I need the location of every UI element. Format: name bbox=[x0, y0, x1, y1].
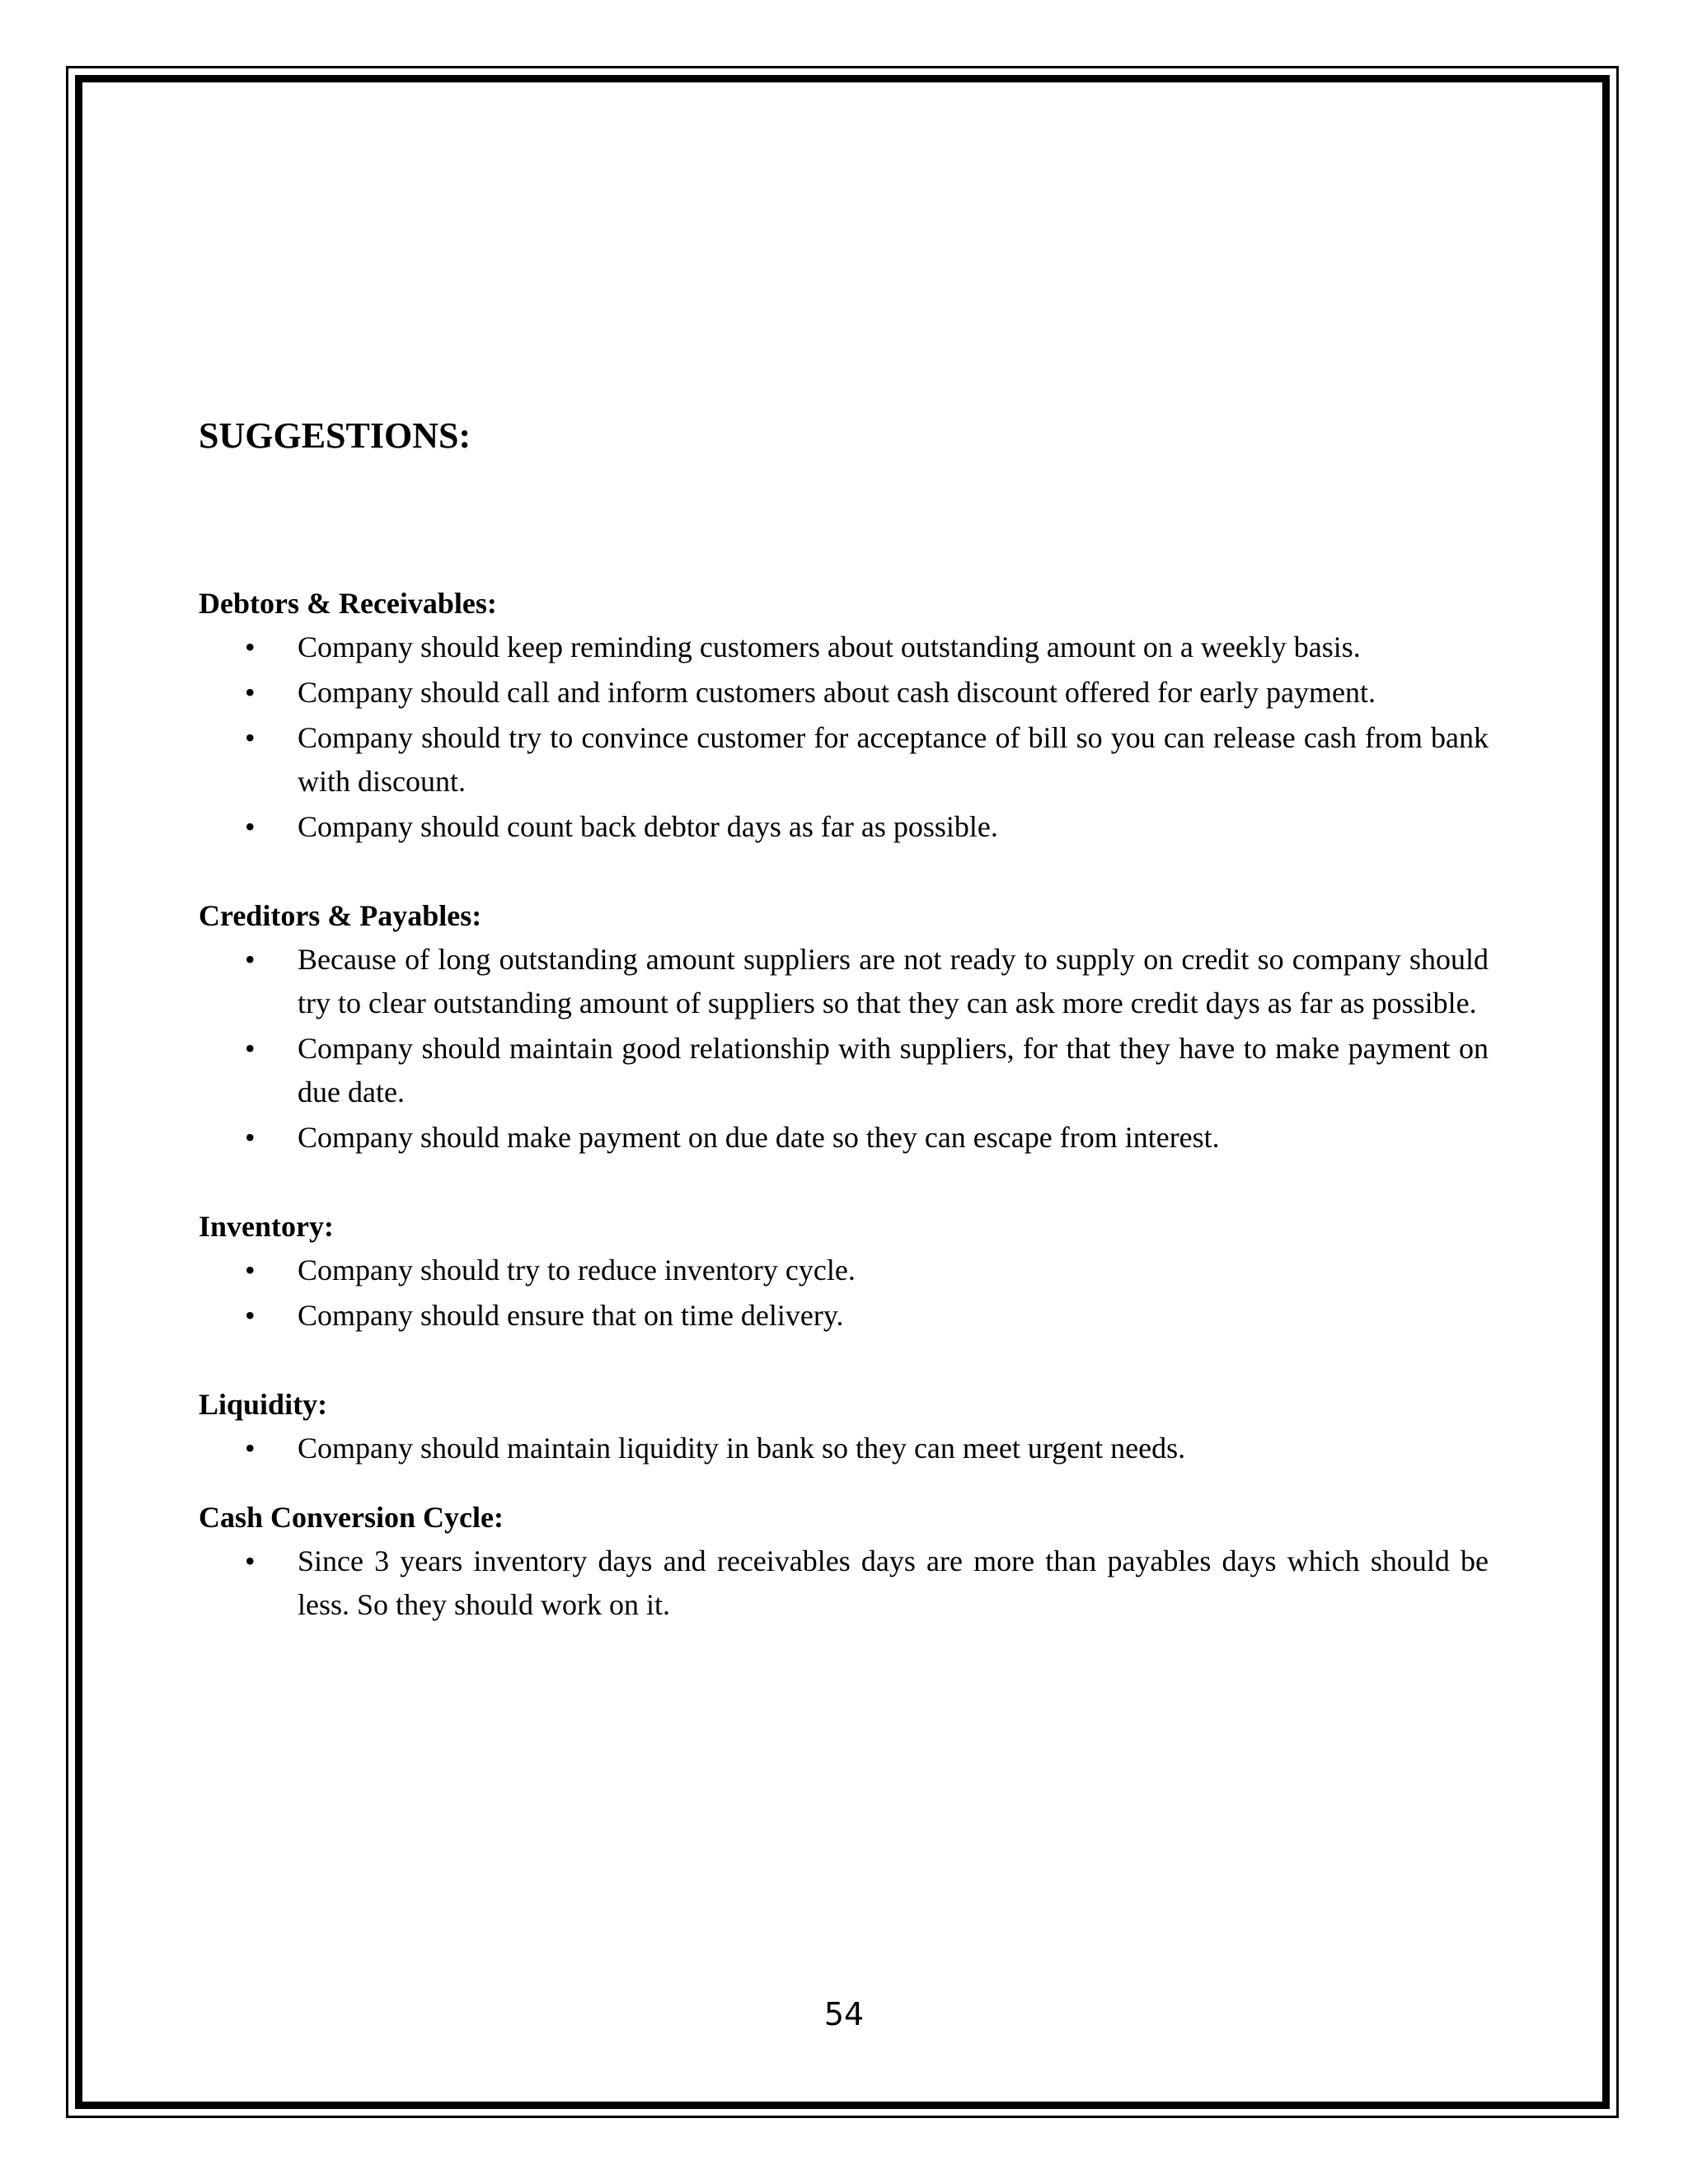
bullet-icon: • bbox=[245, 676, 256, 709]
list-item bbox=[199, 938, 1489, 1025]
list-item-text: Company should make payment on due date so they can escape from interest. bbox=[298, 1121, 1220, 1154]
list-item bbox=[199, 1249, 1489, 1292]
list-item-text: Company should try to reduce inventory cycle. bbox=[298, 1254, 856, 1286]
bullet-list bbox=[199, 626, 1489, 849]
bullet-icon: • bbox=[245, 721, 256, 754]
section-creditors-payables bbox=[199, 893, 1489, 1160]
list-item-text: Company should maintain good relationship with suppliers, for that they have to make payment on due date. bbox=[298, 1032, 1489, 1108]
section-debtors-receivables bbox=[199, 581, 1489, 849]
list-item bbox=[199, 1116, 1489, 1160]
section-heading: Inventory: bbox=[199, 1210, 334, 1243]
section-heading: Cash Conversion Cycle: bbox=[199, 1501, 504, 1534]
list-item bbox=[199, 1027, 1489, 1114]
section-heading: Liquidity: bbox=[199, 1388, 328, 1421]
list-item-text: Because of long outstanding amount suppliers are not ready to supply on credit so company should try to clear outstanding amount of suppliers so that they can ask more credit days as far as possible. bbox=[298, 943, 1489, 1019]
section-heading: Debtors & Receivables: bbox=[199, 587, 497, 620]
bullet-icon: • bbox=[245, 1032, 256, 1065]
list-item bbox=[199, 1540, 1489, 1627]
bullet-icon: • bbox=[245, 1432, 256, 1465]
list-item-text: Company should keep reminding customers about outstanding amount on a weekly basis. bbox=[298, 630, 1361, 663]
list-item-text: Company should maintain liquidity in bank so they can meet urgent needs. bbox=[298, 1432, 1186, 1465]
bullet-icon: • bbox=[245, 943, 256, 976]
bullet-icon: • bbox=[245, 630, 256, 663]
list-item bbox=[199, 716, 1489, 804]
list-item bbox=[199, 626, 1489, 669]
list-item bbox=[199, 1294, 1489, 1338]
list-item bbox=[199, 1427, 1489, 1470]
page-number: 54 bbox=[823, 1996, 865, 2032]
bullet-list bbox=[199, 1427, 1489, 1470]
bullet-icon: • bbox=[245, 1299, 256, 1332]
list-item-text: Company should try to convince customer for acceptance of bill so you can release cash from bank with discount. bbox=[298, 721, 1489, 798]
section-inventory bbox=[199, 1204, 1489, 1338]
list-item bbox=[199, 671, 1489, 715]
list-item-text: Since 3 years inventory days and receivables days are more than payables days which should be less. So they should work on it. bbox=[298, 1544, 1489, 1621]
bullet-list bbox=[199, 1540, 1489, 1627]
bullet-icon: • bbox=[245, 1254, 256, 1286]
bullet-icon: • bbox=[245, 810, 256, 843]
list-item bbox=[199, 805, 1489, 849]
page-title: SUGGESTIONS: bbox=[199, 415, 471, 456]
section-heading: Creditors & Payables: bbox=[199, 899, 482, 932]
document-body bbox=[199, 408, 1489, 1671]
list-item-text: Company should count back debtor days as far as possible. bbox=[298, 810, 998, 843]
bullet-list bbox=[199, 1249, 1489, 1338]
list-item-text: Company should call and inform customers about cash discount offered for early payment. bbox=[298, 676, 1376, 709]
section-liquidity bbox=[199, 1382, 1489, 1470]
bullet-icon: • bbox=[245, 1544, 256, 1577]
list-item-text: Company should ensure that on time delivery. bbox=[298, 1299, 844, 1332]
section-cash-conversion-cycle bbox=[199, 1495, 1489, 1627]
bullet-icon: • bbox=[245, 1121, 256, 1154]
bullet-list bbox=[199, 938, 1489, 1160]
